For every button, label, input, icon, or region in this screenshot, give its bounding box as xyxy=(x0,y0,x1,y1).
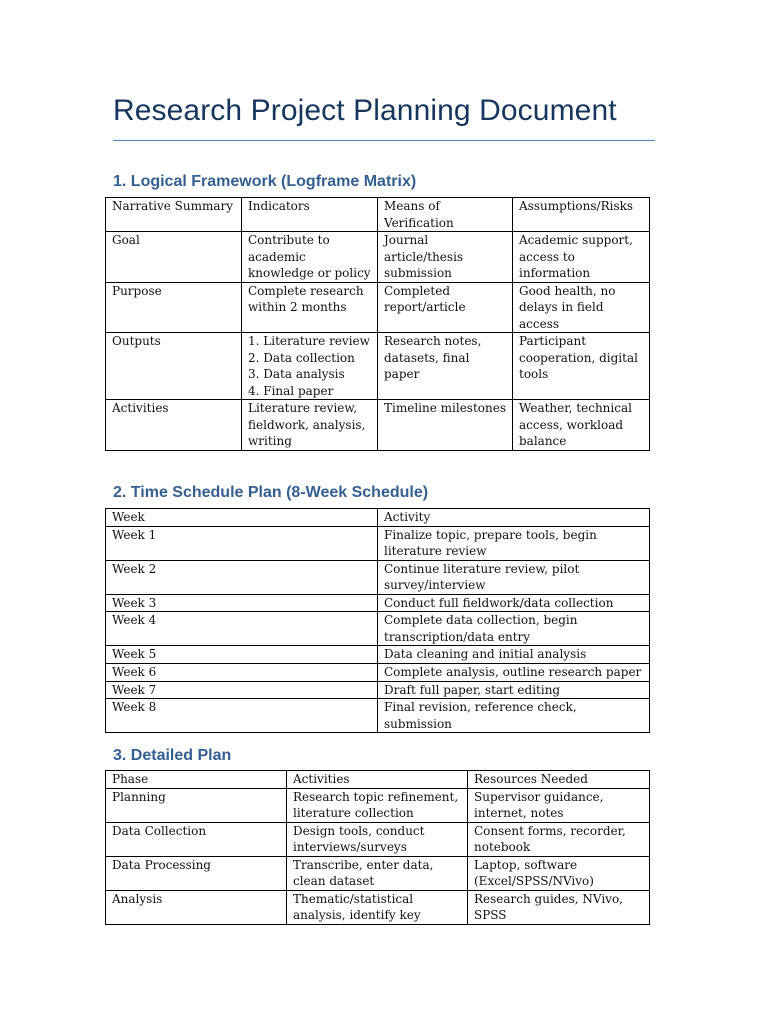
table-row xyxy=(106,788,650,822)
table-cell: Outputs xyxy=(106,333,242,400)
table-row xyxy=(106,681,650,699)
table-cell: Timeline milestones xyxy=(378,400,513,451)
table-cell: Conduct full fieldwork/data collection xyxy=(378,594,650,612)
table-cell: Data Collection xyxy=(106,822,287,856)
table-cell: Research guides, NVivo, SPSS xyxy=(468,890,650,924)
header-cell: Assumptions/Risks xyxy=(513,198,650,232)
table-cell: Final revision, reference check, submission xyxy=(378,699,650,733)
table-row xyxy=(106,509,650,527)
table-cell: Laptop, software (Excel/SPSS/NVivo) xyxy=(468,856,650,890)
header-cell: Activity xyxy=(378,509,650,527)
table-row xyxy=(106,282,650,333)
schedule-table xyxy=(105,508,650,733)
table-cell: Week 5 xyxy=(106,646,378,664)
table-cell: Week 1 xyxy=(106,526,378,560)
table-cell: Journal article/thesis submission xyxy=(378,232,513,283)
table-cell: Data cleaning and initial analysis xyxy=(378,646,650,664)
table-cell: Draft full paper, start editing xyxy=(378,681,650,699)
table-cell: Research notes, datasets, final paper xyxy=(378,333,513,400)
table-cell: Complete analysis, outline research paper xyxy=(378,663,650,681)
title-underline xyxy=(113,140,655,141)
header-cell: Narrative Summary xyxy=(106,198,242,232)
table-row xyxy=(106,822,650,856)
table-cell: Week 4 xyxy=(106,612,378,646)
table-row xyxy=(106,198,650,232)
table-cell: Complete research within 2 months xyxy=(242,282,378,333)
logframe-table xyxy=(105,197,650,451)
table-cell: Week 6 xyxy=(106,663,378,681)
table-cell: 1. Literature review 2. Data collection 3. Data analysis 4. Final paper xyxy=(242,333,378,400)
table-row xyxy=(106,646,650,664)
table-cell: Week 8 xyxy=(106,699,378,733)
header-cell: Indicators xyxy=(242,198,378,232)
table-cell: Analysis xyxy=(106,890,287,924)
table-cell: Weather, technical access, workload balance xyxy=(513,400,650,451)
table-row xyxy=(106,856,650,890)
detailed-plan-table xyxy=(105,770,650,925)
table-cell: Week 7 xyxy=(106,681,378,699)
table-cell: Week 2 xyxy=(106,560,378,594)
header-cell: Phase xyxy=(106,771,287,789)
table-cell: Good health, no delays in field access xyxy=(513,282,650,333)
table-cell: Academic support, access to information xyxy=(513,232,650,283)
table-cell: Purpose xyxy=(106,282,242,333)
table-cell: Research topic refinement, literature collection xyxy=(287,788,468,822)
table-cell: Literature review, fieldwork, analysis, writing xyxy=(242,400,378,451)
table-row xyxy=(106,560,650,594)
table-cell: Transcribe, enter data, clean dataset xyxy=(287,856,468,890)
logframe-heading: 1. Logical Framework (Logframe Matrix) xyxy=(113,173,417,190)
table-row xyxy=(106,699,650,733)
table-cell: Finalize topic, prepare tools, begin literature review xyxy=(378,526,650,560)
table-cell: Goal xyxy=(106,232,242,283)
header-cell: Activities xyxy=(287,771,468,789)
detailed-plan-heading: 3. Detailed Plan xyxy=(113,747,232,764)
schedule-heading: 2. Time Schedule Plan (8-Week Schedule) xyxy=(113,484,429,501)
table-cell: Week 3 xyxy=(106,594,378,612)
table-cell: Activities xyxy=(106,400,242,451)
table-row xyxy=(106,594,650,612)
table-cell: Thematic/statistical analysis, identify key xyxy=(287,890,468,924)
table-cell: Contribute to academic knowledge or policy xyxy=(242,232,378,283)
table-row xyxy=(106,526,650,560)
table-cell: Participant cooperation, digital tools xyxy=(513,333,650,400)
table-cell: Supervisor guidance, internet, notes xyxy=(468,788,650,822)
header-cell: Week xyxy=(106,509,378,527)
header-cell: Means of Verification xyxy=(378,198,513,232)
table-row xyxy=(106,771,650,789)
table-row xyxy=(106,400,650,451)
table-cell: Continue literature review, pilot survey/interview xyxy=(378,560,650,594)
table-cell: Completed report/article xyxy=(378,282,513,333)
table-cell: Complete data collection, begin transcription/data entry xyxy=(378,612,650,646)
table-row xyxy=(106,663,650,681)
table-row xyxy=(106,333,650,400)
table-cell: Planning xyxy=(106,788,287,822)
table-cell: Consent forms, recorder, notebook xyxy=(468,822,650,856)
document-title: Research Project Planning Document xyxy=(113,94,617,127)
table-row xyxy=(106,890,650,924)
table-cell: Design tools, conduct interviews/surveys xyxy=(287,822,468,856)
header-cell: Resources Needed xyxy=(468,771,650,789)
table-cell: Data Processing xyxy=(106,856,287,890)
table-row xyxy=(106,232,650,283)
table-row xyxy=(106,612,650,646)
